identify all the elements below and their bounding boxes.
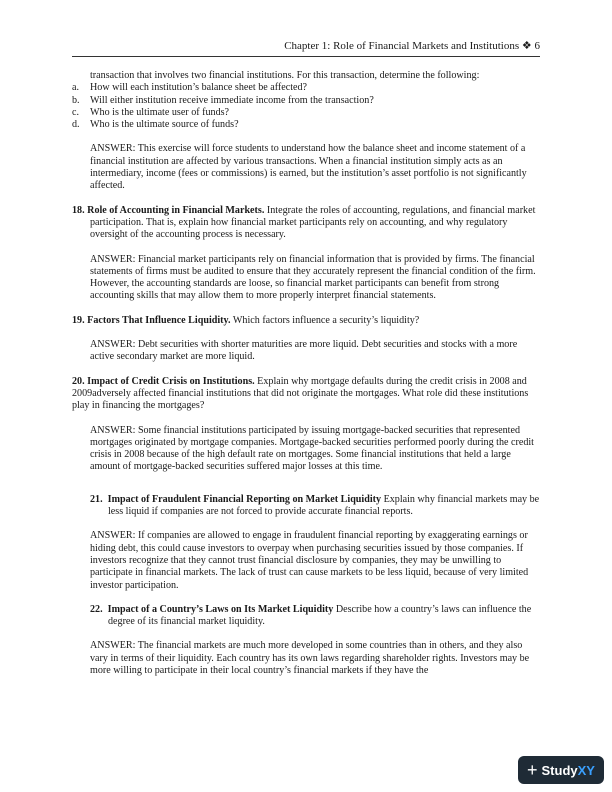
- q19-title: Factors That Influence Liquidity.: [87, 314, 231, 326]
- q22-title: Impact of a Country’s Laws on Its Market Liquidity: [107, 603, 334, 615]
- page-header: Chapter 1: Role of Financial Markets and Institutions ❖ 6: [284, 40, 540, 52]
- q17-part-b-letter: b.: [72, 94, 80, 106]
- logo-brand-main: Study: [541, 762, 578, 778]
- q17-part-b-text: Will either institution receive immediate income from the transaction?: [90, 94, 374, 106]
- q22-number: 22.: [90, 603, 103, 615]
- q20-text: Explain why mortgage defaults during the credit crisis in 2008 and 2009adversely affected financial institutions that did not originate the mortgages. What role did these institutions play in financing the mortgages?: [72, 375, 529, 412]
- plus-icon: +: [527, 760, 538, 780]
- q20-question: [72, 376, 540, 413]
- q22-text: Describe how a country’s laws can influence the degree of its financial market liquidity.: [108, 603, 532, 628]
- q18-number: 18.: [72, 204, 85, 216]
- studyxy-logo: [518, 756, 604, 784]
- q17-answer: ANSWER: This exercise will force students to understand how the balance sheet and income statement of a financial institution are affected by various transactions. When a financial institution simply acts as an intermediary, income (fees or commissions) is earned, but the institution’s asset portfolio is not significantly affected.: [90, 143, 527, 192]
- q20-answer: ANSWER: Some financial institutions participated by issuing mortgage-backed securities that represented mortgages originated by mortgage companies. Mortgage-backed securities performed poorly during the credit crisis in 2008 because of the high default rate on mortgages. Some financial institutions that held a large amount of mortgage-backed securities suffered major losses at this time.: [90, 424, 534, 473]
- q17-continuation: transaction that involves two financial institutions. For this transaction, determine the following:: [90, 70, 480, 81]
- q19-answer: ANSWER: Debt securities with shorter maturities are more liquid. Debt securities and stocks with a more active secondary market are more liquid.: [90, 339, 518, 363]
- q19-number: 19.: [72, 314, 85, 326]
- q21-number: 21.: [90, 493, 103, 505]
- q18-question: [72, 205, 540, 242]
- q18-answer: ANSWER: Financial market participants rely on financial information that is provided by firms. The financial statements of firms must be audited to ensure that they accurately represent the financial condition of the firm. However, the accounting standards are loose, so financial market participants can benefit from strong accounting skills that may allow them to more properly interpret financial statements.: [90, 253, 536, 302]
- q22-answer: ANSWER: The financial markets are much more developed in some countries than in others, and they also vary in terms of their liquidity. Each country has its own laws regarding shareholder rights. Investors may be more willing to participate in their local country’s financial markets if they have the: [90, 640, 530, 676]
- q20-number: 20.: [72, 375, 85, 387]
- header-divider: [72, 56, 540, 57]
- q19-text: Which factors influence a security’s liquidity?: [230, 314, 420, 326]
- q21-text: Explain why financial markets may be less liquid if companies are not forced to provide accurate financial reports.: [108, 493, 540, 518]
- q17-part-d-letter: d.: [72, 119, 80, 131]
- q21-title: Impact of Fraudulent Financial Reporting on Market Liquidity: [107, 493, 382, 505]
- q17-part-c-text: Who is the ultimate user of funds?: [90, 106, 230, 118]
- logo-brand-accent: XY: [577, 762, 595, 778]
- q17-part-b: [72, 95, 540, 107]
- q18-title: Role of Accounting in Financial Markets.: [87, 204, 265, 216]
- document-body: [72, 70, 540, 677]
- q17-part-a: [72, 82, 540, 94]
- q17-part-a-text: How will each institution’s balance sheet be affected?: [90, 82, 308, 94]
- q17-part-c: [72, 107, 540, 119]
- q17-part-d-text: Who is the ultimate source of funds?: [90, 119, 239, 131]
- q20-title: Impact of Credit Crisis on Institutions.: [87, 375, 255, 387]
- q17-part-a-letter: a.: [72, 82, 80, 94]
- q22-question: [72, 604, 540, 629]
- logo-wordmark: [542, 763, 595, 778]
- q17-part-d: [72, 119, 540, 131]
- q21-answer: ANSWER: If companies are allowed to engage in fraudulent financial reporting by exaggerating earnings or hiding debt, this could cause investors to overpay when purchasing securities issued by those companies. If investors recognize that they cannot trust financial disclosure by companies, they may be unwilling to participate in financial markets. The lack of trust can cause markets to be less liquid, because of very limited investor participation.: [90, 530, 529, 591]
- q17-part-c-letter: c.: [72, 106, 80, 118]
- q18-text: Integrate the roles of accounting, regulations, and financial market participation. That is, explain how financial market participants rely on accounting, and why regulatory oversight of the accounting process is necessary.: [90, 204, 536, 241]
- q21-question: [72, 494, 540, 519]
- q19-question: [72, 315, 540, 327]
